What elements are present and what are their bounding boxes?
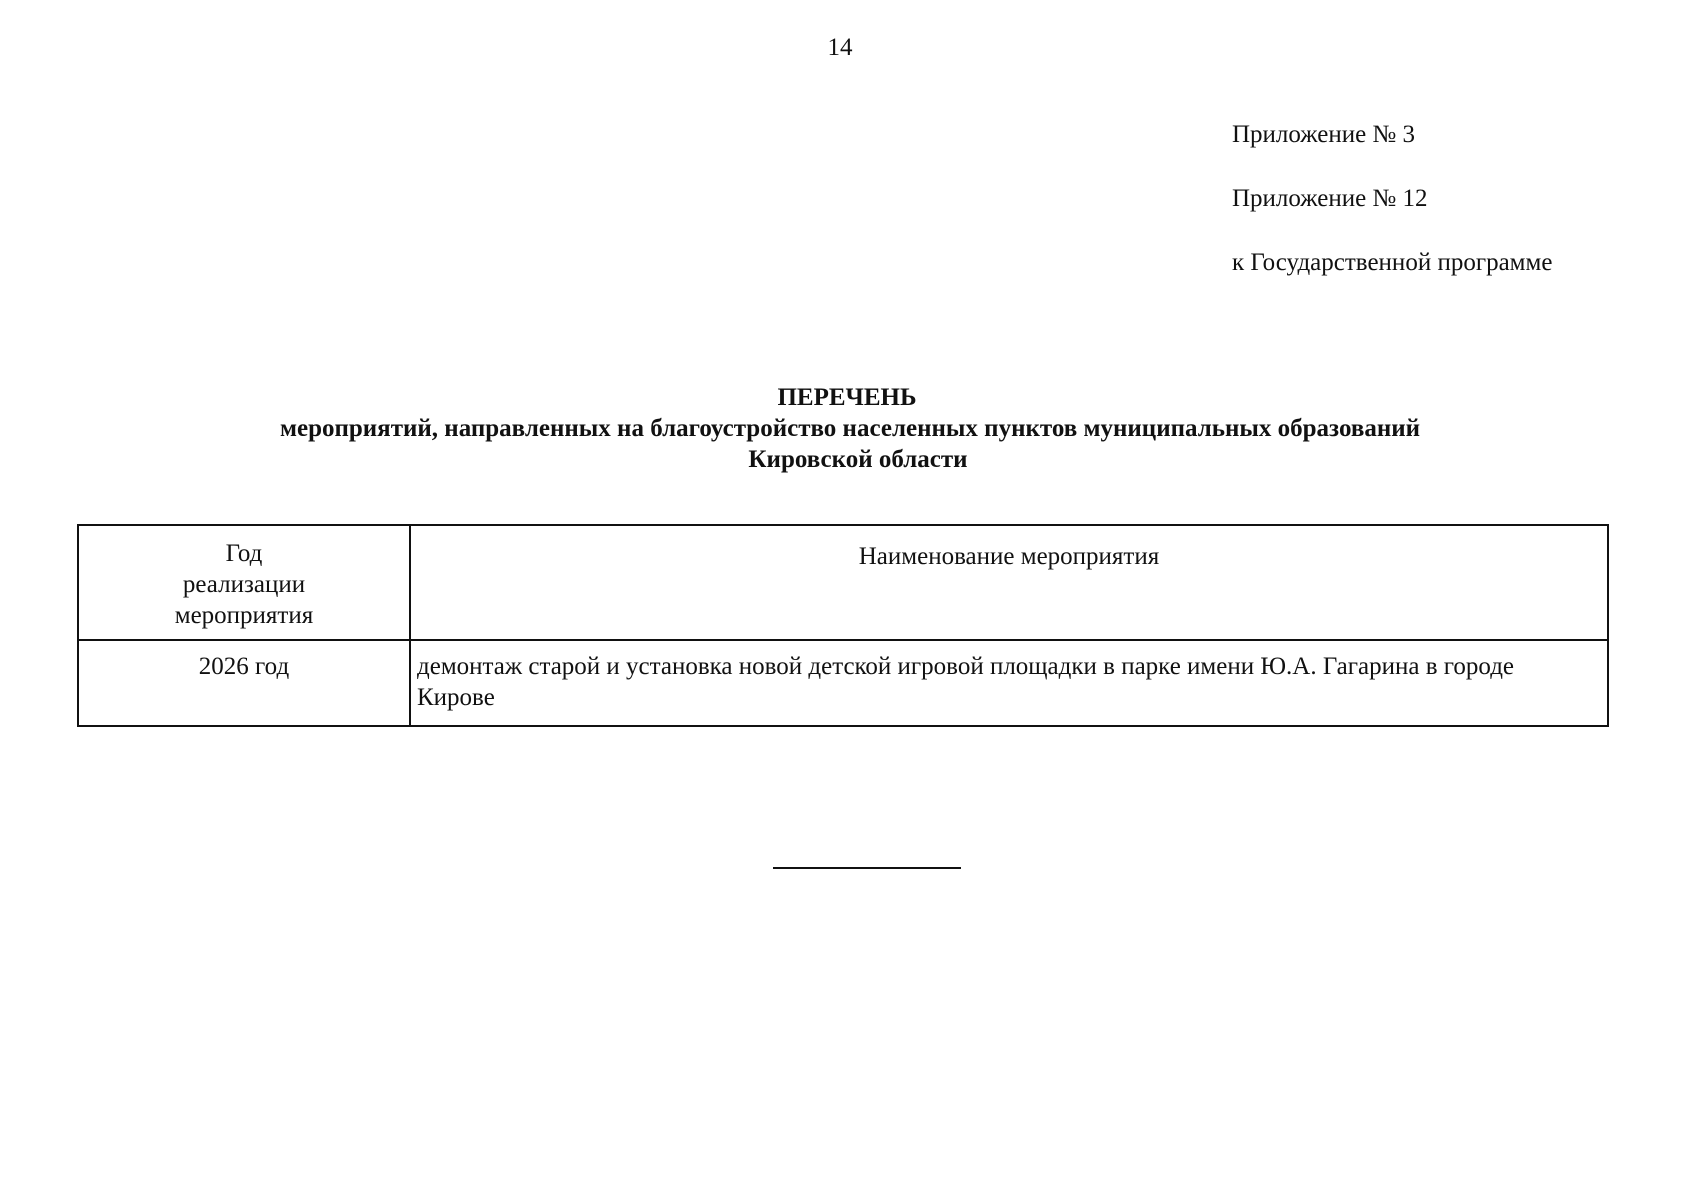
row-year: 2026 год bbox=[78, 640, 410, 726]
title-region: Кировской области bbox=[748, 446, 968, 473]
document-title bbox=[0, 382, 1700, 475]
end-divider bbox=[773, 867, 961, 869]
header-year-line-3: мероприятия bbox=[174, 602, 314, 629]
page-number-text: 14 bbox=[827, 34, 853, 61]
header-name: Наименование мероприятия bbox=[410, 525, 1608, 640]
appendix-line-2: Приложение № 12 bbox=[1232, 185, 1428, 212]
row-activity-name: демонтаж старой и установка новой детской игровой площадки в парке имени Ю.А. Гагарина в городе Кирове bbox=[410, 640, 1608, 726]
title-heading: ПЕРЕЧЕНЬ bbox=[777, 384, 917, 411]
table-row bbox=[78, 640, 1608, 726]
appendix-line-1: Приложение № 3 bbox=[1232, 121, 1416, 148]
page-number bbox=[0, 33, 1700, 63]
title-subtitle: мероприятий, направленных на благоустройство населенных пунктов муниципальных образований bbox=[279, 415, 1421, 442]
header-year-line-2: реализации bbox=[182, 571, 306, 598]
activities-table bbox=[77, 524, 1609, 727]
header-year bbox=[78, 525, 410, 640]
appendix-line-3: к Государственной программе bbox=[1232, 249, 1553, 276]
table-header-row bbox=[78, 525, 1608, 640]
header-year-line-1: Год bbox=[225, 540, 263, 567]
